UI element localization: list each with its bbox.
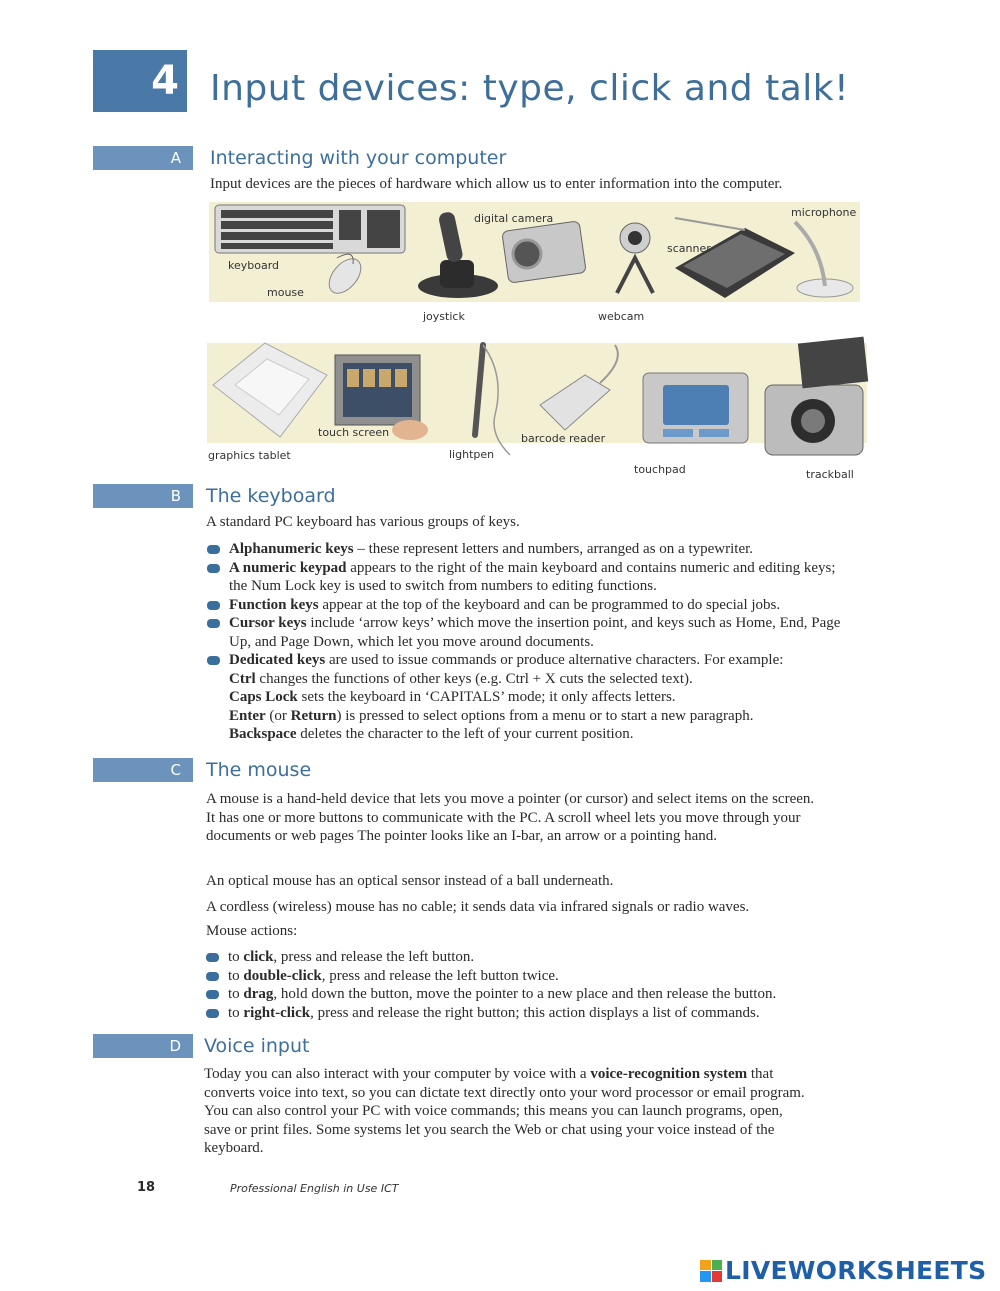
dedicated-key-enter: Enter (or Return) is pressed to select options from a menu or to start a new paragraph.	[229, 707, 754, 724]
section-d-paragraph: Today you can also interact with your computer by voice with a voice-recognition system that converts voice into text, so you can dictate text directly onto your word processor or email program. You can also control your PC with voice commands; this means you can launch programs, open, save or print files. Some systems let you search the Web or chat using your voice instead of the keyboard.	[204, 1066, 805, 1156]
list-item: to drag, hold down the button, move the pointer to a new place and then release the button.	[206, 985, 866, 1004]
touchpad-image	[643, 373, 748, 443]
caption-scanner: scanner	[667, 242, 711, 255]
list-item: to double-click, press and release the left button twice.	[206, 967, 866, 986]
section-b-title: The keyboard	[206, 485, 336, 507]
list-item: to click, press and release the left button.	[206, 948, 866, 967]
liveworksheets-logo-icon	[700, 1260, 722, 1282]
input-devices-figure-row2	[205, 335, 870, 475]
section-c-paragraph-4: Mouse actions:	[206, 923, 298, 939]
liveworksheets-wordmark: LIVEWORKSHEETS	[725, 1256, 987, 1285]
unit-title: Input devices: type, click and talk!	[210, 68, 850, 109]
caption-keyboard: keyboard	[228, 259, 280, 272]
section-a-title: Interacting with your computer	[210, 147, 507, 169]
section-c-title: The mouse	[206, 759, 312, 781]
section-d-marker: D	[93, 1034, 193, 1058]
caption-joystick: joystick	[423, 310, 465, 323]
dedicated-key-backspace: Backspace deletes the character to the left of your current position.	[229, 726, 634, 742]
list-item: Dedicated keys are used to issue commands or produce alternative characters. For example: Ctrl changes the functions of other keys (e.g. Ctrl + X cuts the selected text). Caps Lock sets the keyboard in ‘CAPITALS’ mode; it only affects letters. Enter (or Return) is pressed to select options from a menu or to start a new paragraph. Backspace deletes the character to the left of your current position.	[207, 651, 847, 744]
caption-mouse: mouse	[267, 286, 304, 299]
list-item: to right-click, press and release the right button; this action displays a list of commands.	[206, 1004, 866, 1023]
list-item: Alphanumeric keys – these represent letters and numbers, arranged as on a typewriter.	[207, 540, 847, 559]
caption-microphone: microphone	[791, 206, 857, 219]
caption-webcam: webcam	[598, 310, 645, 323]
section-a-intro: Input devices are the pieces of hardware which allow us to enter information into the computer.	[210, 176, 783, 192]
caption-trackball: trackball	[806, 468, 854, 481]
liveworksheets-watermark	[700, 1256, 986, 1285]
page-number: 18	[137, 1180, 156, 1195]
section-d-title: Voice input	[204, 1035, 310, 1057]
list-item: Cursor keys include ‘arrow keys’ which move the insertion point, and keys such as Home, End, Page Up, and Page Down, which let you move around documents.	[207, 614, 847, 651]
caption-graphics-tablet: graphics tablet	[208, 449, 291, 462]
section-b-intro: A standard PC keyboard has various groups of keys.	[206, 514, 520, 530]
caption-lightpen: lightpen	[449, 448, 495, 461]
caption-barcode-reader: barcode reader	[521, 432, 606, 445]
section-c-marker: C	[93, 758, 193, 782]
dedicated-key-ctrl: Ctrl changes the functions of other keys (e.g. Ctrl + X cuts the selected text).	[229, 670, 693, 687]
book-title: Professional English in Use ICT	[230, 1182, 399, 1195]
mouse-actions-list	[206, 948, 866, 1022]
caption-touch-screen: touch screen	[318, 426, 390, 439]
keyboard-key-groups-list	[207, 540, 847, 744]
list-item: Function keys appear at the top of the keyboard and can be programmed to do special jobs.	[207, 596, 847, 615]
section-c-paragraph-2: An optical mouse has an optical sensor instead of a ball underneath.	[206, 873, 614, 889]
dedicated-key-caps-lock: Caps Lock sets the keyboard in ‘CAPITALS’ mode; it only affects letters.	[229, 689, 676, 705]
unit-number: 4	[93, 50, 187, 112]
digital-camera-image	[502, 221, 586, 283]
section-c-paragraph-3: A cordless (wireless) mouse has no cable; it sends data via infrared signals or radio waves.	[206, 899, 750, 915]
list-item: A numeric keypad appears to the right of the main keyboard and contains numeric and editing keys; the Num Lock key is used to switch from numbers to editing functions.	[207, 559, 847, 596]
caption-digital-camera: digital camera	[474, 212, 554, 225]
caption-touchpad: touchpad	[634, 463, 686, 476]
section-c-paragraph-1: A mouse is a hand-held device that lets you move a pointer (or cursor) and select items on the screen. It has one or more buttons to communicate with the PC. A scroll wheel lets you move through your documents or web pages The pointer looks like an I-bar, an arrow or a pointing hand.	[206, 791, 815, 844]
section-b-marker: B	[93, 484, 193, 508]
section-a-marker: A	[93, 146, 193, 170]
keyboard-image	[215, 205, 405, 253]
